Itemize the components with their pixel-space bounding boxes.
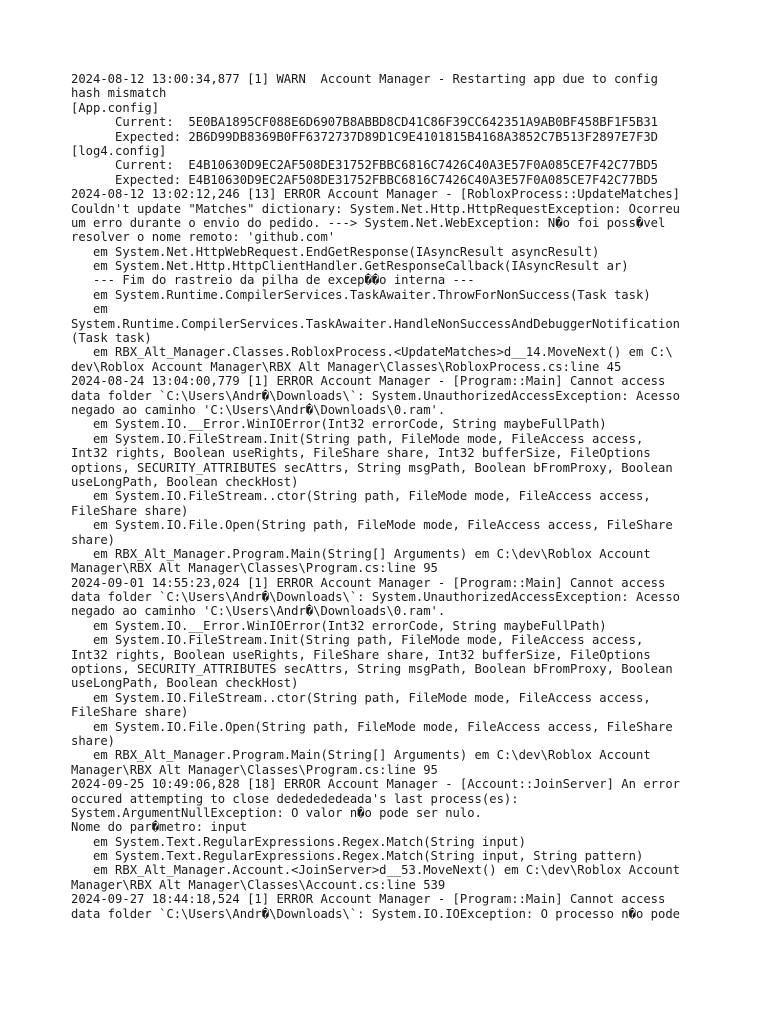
log-line: em RBX_Alt_Manager.Account.<JoinServer>d__53.MoveNext() em C:\dev\Roblox Account: [71, 863, 681, 878]
log-line: Expected: 2B6D99DB8369B0FF6372737D89D1C9E4101815B4168A3852C7B513F2897E7F3D: [71, 129, 658, 144]
log-line: FileShare share): [71, 503, 189, 518]
log-line: [App.config]: [71, 100, 160, 115]
log-line: em System.IO.FileStream..ctor(String path, FileMode mode, FileAccess access,: [71, 690, 651, 705]
log-line: FileShare share): [71, 705, 189, 720]
log-line: em System.Text.RegularExpressions.Regex.Match(String input): [71, 834, 526, 849]
log-line: em System.IO.FileStream.Init(String path, FileMode mode, FileAccess access,: [71, 431, 644, 446]
log-line: 2024-08-12 13:02:12,246 [13] ERROR Account Manager - [RobloxProcess::UpdateMatches]: [71, 187, 681, 202]
log-line: 2024-08-24 13:04:00,779 [1] ERROR Account Manager - [Program::Main] Cannot access: [71, 374, 666, 389]
log-line: [log4.config]: [71, 143, 167, 158]
log-line: em System.Text.RegularExpressions.Regex.Match(String input, String pattern): [71, 849, 644, 864]
log-line: 2024-09-01 14:55:23,024 [1] ERROR Account Manager - [Program::Main] Cannot access: [71, 575, 666, 590]
log-document: [71, 72, 701, 921]
log-line: em System.Runtime.CompilerServices.TaskAwaiter.ThrowForNonSuccess(Task task): [71, 287, 651, 302]
log-line: (Task task): [71, 331, 152, 346]
log-line: 2024-09-25 10:49:06,828 [18] ERROR Account Manager - [Account::JoinServer] An error: [71, 777, 681, 792]
log-line: em System.Net.HttpWebRequest.EndGetResponse(IAsyncResult asyncResult): [71, 244, 600, 259]
log-line: useLongPath, Boolean checkHost): [71, 676, 299, 691]
log-line: em System.IO.__Error.WinIOError(Int32 errorCode, String maybeFullPath): [71, 618, 607, 633]
log-line: data folder `C:\Users\Andr�\Downloads\`: System.UnauthorizedAccessException: Acesso: [71, 590, 681, 605]
log-line: dev\Roblox Account Manager\RBX Alt Manager\Classes\RobloxProcess.cs:line 45: [71, 359, 622, 374]
log-line: em System.IO.FileStream..ctor(String path, FileMode mode, FileAccess access,: [71, 489, 651, 504]
log-line: --- Fim do rastreio da pilha de excep��o interna ---: [71, 273, 475, 288]
log-line: data folder `C:\Users\Andr�\Downloads\`: System.UnauthorizedAccessException: Acesso: [71, 388, 681, 403]
log-line: 2024-09-27 18:44:18,524 [1] ERROR Account Manager - [Program::Main] Cannot access: [71, 892, 666, 907]
log-line: em System.IO.File.Open(String path, FileMode mode, FileAccess access, FileShare: [71, 719, 673, 734]
log-line: share): [71, 532, 116, 547]
log-line: em: [71, 302, 108, 317]
log-line: negado ao caminho 'C:\Users\Andr�\Downloads\0.ram'.: [71, 604, 446, 619]
log-line: Current: E4B10630D9EC2AF508DE31752FBBC6816C7426C40A3E57F0A085CE7F42C77BD5: [71, 158, 658, 173]
log-line: useLongPath, Boolean checkHost): [71, 474, 299, 489]
log-line: hash mismatch: [71, 86, 167, 101]
log-line: occured attempting to close dededededeada's last process(es):: [71, 791, 519, 806]
log-line: Int32 rights, Boolean useRights, FileShare share, Int32 bufferSize, FileOptions: [71, 647, 651, 662]
log-line: em System.Net.Http.HttpClientHandler.GetResponseCallback(IAsyncResult ar): [71, 259, 629, 274]
log-line: Nome do par�metro: input: [71, 820, 248, 835]
log-line: Current: 5E0BA1895CF088E6D6907B8ABBD8CD41C86F39CC642351A9AB0BF458BF1F5B31: [71, 115, 658, 130]
log-line: Expected: E4B10630D9EC2AF508DE31752FBBC6816C7426C40A3E57F0A085CE7F42C77BD5: [71, 172, 658, 187]
log-line: options, SECURITY_ATTRIBUTES secAttrs, String msgPath, Boolean bFromProxy, Boolean: [71, 662, 673, 677]
log-line: Manager\RBX Alt Manager\Classes\Program.cs:line 95: [71, 561, 438, 576]
log-line: share): [71, 733, 116, 748]
log-line: negado ao caminho 'C:\Users\Andr�\Downloads\0.ram'.: [71, 402, 446, 417]
log-line: System.ArgumentNullException: O valor n�o pode ser nulo.: [71, 805, 482, 820]
log-line: Couldn't update "Matches" dictionary: System.Net.Http.HttpRequestException: Ocorreu: [71, 201, 681, 216]
log-line: em RBX_Alt_Manager.Program.Main(String[] Arguments) em C:\dev\Roblox Account: [71, 546, 651, 561]
log-line: data folder `C:\Users\Andr�\Downloads\`: System.IO.IOException: O processo n�o pode: [71, 906, 681, 921]
log-line: em RBX_Alt_Manager.Classes.RobloxProcess.<UpdateMatches>d__14.MoveNext() em C:\: [71, 345, 673, 360]
log-line: System.Runtime.CompilerServices.TaskAwaiter.HandleNonSuccessAndDebuggerNotification: [71, 316, 681, 331]
log-line: Manager\RBX Alt Manager\Classes\Account.cs:line 539: [71, 877, 446, 892]
log-line: em System.IO.__Error.WinIOError(Int32 errorCode, String maybeFullPath): [71, 417, 607, 432]
log-line: 2024-08-12 13:00:34,877 [1] WARN Account Manager - Restarting app due to config: [71, 72, 658, 86]
log-line: em System.IO.FileStream.Init(String path, FileMode mode, FileAccess access,: [71, 633, 644, 648]
log-line: em RBX_Alt_Manager.Program.Main(String[] Arguments) em C:\dev\Roblox Account: [71, 748, 651, 763]
log-line: Manager\RBX Alt Manager\Classes\Program.cs:line 95: [71, 762, 438, 777]
log-line: resolver o nome remoto: 'github.com': [71, 230, 336, 245]
log-line: um erro durante o envio do pedido. ---> System.Net.WebException: N�o foi poss�vel: [71, 215, 666, 230]
log-line: Int32 rights, Boolean useRights, FileShare share, Int32 bufferSize, FileOptions: [71, 446, 651, 461]
log-line: em System.IO.File.Open(String path, FileMode mode, FileAccess access, FileShare: [71, 518, 673, 533]
log-line: options, SECURITY_ATTRIBUTES secAttrs, String msgPath, Boolean bFromProxy, Boolean: [71, 460, 673, 475]
